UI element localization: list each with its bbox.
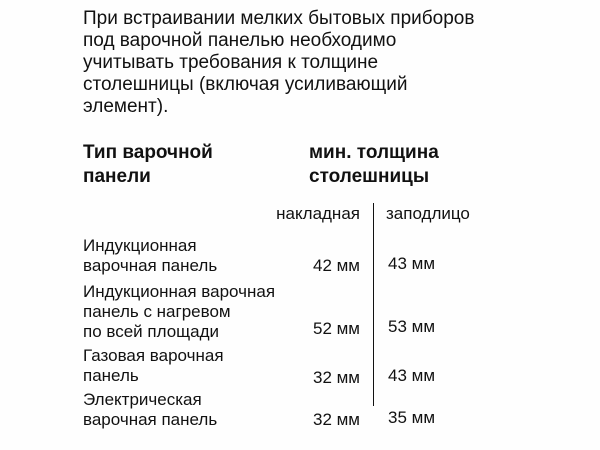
row-label-line: Газовая варочная <box>83 346 224 365</box>
row-value-overlay: 42 мм <box>312 256 360 275</box>
header-min-thickness <box>309 141 439 189</box>
row-label-line: Электрическая <box>83 390 202 409</box>
row-value-flush: 43 мм <box>388 254 436 273</box>
row-value-flush: 35 мм <box>388 408 436 427</box>
row-label-line: Индукционная варочная <box>83 282 276 301</box>
row-label-line: варочная панель <box>83 410 218 429</box>
row-value-overlay: 52 мм <box>312 319 360 338</box>
table-row-label <box>83 236 217 276</box>
row-label-line: варочная панель <box>83 256 218 275</box>
intro-line: При встраивании мелких бытовых приборов <box>83 8 475 29</box>
header-line: панели <box>83 166 151 187</box>
intro-line: элемент). <box>83 96 169 117</box>
row-label-line: по всей площади <box>83 322 220 341</box>
subheader-overlay: накладная <box>276 204 360 223</box>
row-label-line: Индукционная <box>83 236 197 255</box>
subheader-flush: заподлицо <box>386 204 470 223</box>
row-label-line: панель с нагревом <box>83 302 231 321</box>
row-label-line: панель <box>83 366 139 385</box>
header-line: столешницы <box>309 166 430 187</box>
row-value-overlay: 32 мм <box>312 410 360 429</box>
row-value-flush: 43 мм <box>388 366 436 385</box>
column-divider <box>373 203 374 406</box>
intro-line: учитывать требования к толщине <box>83 52 379 73</box>
row-value-flush: 53 мм <box>388 317 436 336</box>
intro-paragraph <box>83 8 583 118</box>
row-value-overlay: 32 мм <box>312 368 360 387</box>
intro-line: столешницы (включая усиливающий <box>83 74 408 95</box>
header-hob-type <box>83 141 213 189</box>
intro-line: под варочной панелью необходимо <box>83 30 397 51</box>
header-line: Тип варочной <box>83 142 213 163</box>
table-row-label <box>83 390 217 430</box>
table-row-label <box>83 346 224 386</box>
header-line: мин. толщина <box>309 142 439 163</box>
table-row-label <box>83 282 275 342</box>
